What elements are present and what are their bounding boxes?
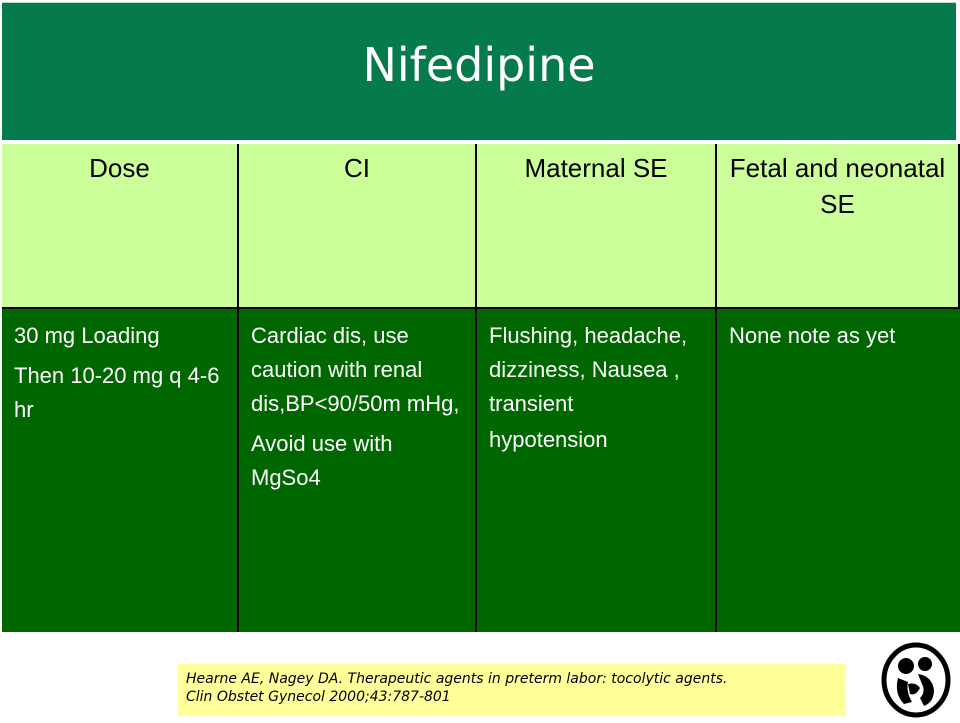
maternal-se-line-2: hypotension: [489, 427, 608, 452]
reference-box: [178, 664, 846, 716]
header-maternal-se: Maternal SE: [477, 144, 717, 307]
dose-line-2: Then 10-20 mg q 4-6 hr: [14, 363, 220, 422]
header-dose: Dose: [2, 144, 239, 307]
slide-title: Nifedipine: [362, 38, 596, 92]
ci-line-1: Cardiac dis, use caution with renal dis,BP<90/50m mHg,: [251, 323, 460, 416]
cell-dose: [2, 307, 239, 632]
reference-line-1: Hearne AE, Nagey DA. Therapeutic agents in preterm labor: tocolytic agents.: [186, 671, 728, 687]
fetal-se-line-1: None note as yet: [729, 323, 896, 348]
dose-line-1: 30 mg Loading: [14, 323, 160, 348]
reference-line-2: Clin Obstet Gynecol 2000;43:787-801: [186, 689, 451, 705]
header-fetal-se: Fetal and neonatal SE: [717, 144, 960, 307]
maternal-se-line-1: Flushing, headache, dizziness, Nausea , transient: [489, 323, 688, 416]
cell-maternal-se: [477, 307, 717, 632]
cell-ci: [239, 307, 477, 632]
ci-line-2: Avoid use with MgSo4: [251, 431, 393, 490]
drug-table: [2, 144, 960, 632]
cell-fetal-se: [717, 307, 960, 632]
title-bar: [2, 2, 956, 140]
header-ci: CI: [239, 144, 477, 307]
mother-child-logo-icon: [880, 642, 952, 718]
